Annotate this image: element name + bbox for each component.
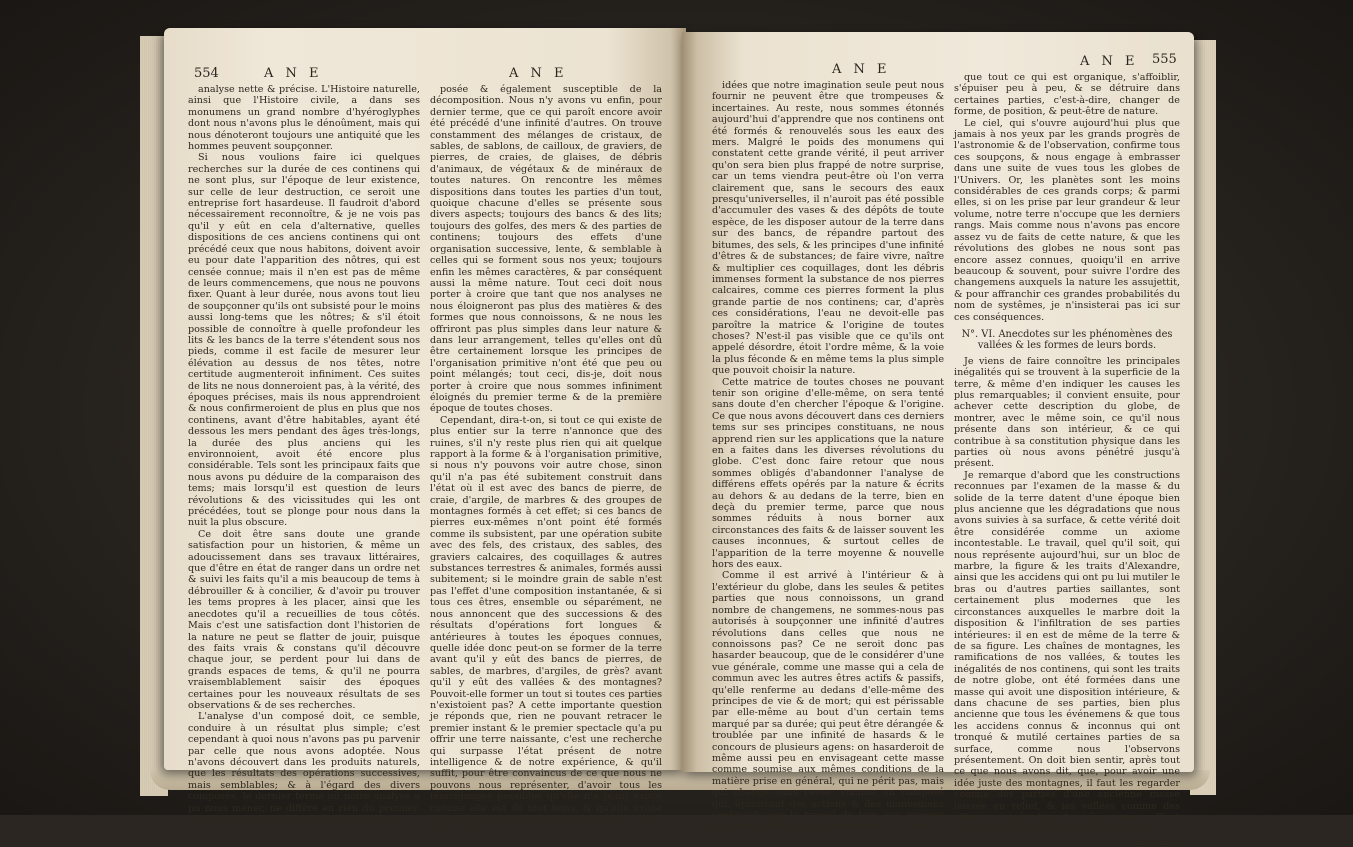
left-page-column-2 bbox=[430, 84, 662, 837]
left-col-2-paragraph: posée & également susceptible de la décomposition. Nous n'y avons vu enfin, pour dernier terme, que ce qui paroît encore avoir été précédé d'une infinité d'autres. On trouve constamment des mélanges de cristaux, de sables, de sablons, de cailloux, de graviers, de pierres, de craies, de glaises, de débris d'animaux, de végétaux & de minéraux de toutes natures. On rencontre les mêmes dispositions dans toutes les parties d'un tout, quoique chacune d'elles se présente sous divers aspects; toujours des bancs & des lits; toujours des golfes, des mers & des parties de continens; toujours des effets d'une organisation successive, lente, & semblable à celles qui se forment sous nos yeux; toujours enfin les mêmes caractères, & par conséquent aussi la même nature. Tout ceci doit nous porter à croire que tant que nos analyses ne nous éloigneront pas plus des matières & des formes que nous connoissons, & ne nous les offriront pas plus simples dans leur nature & dans leur arrangement, telles qu'elles ont dû être certainement lorsque les principes de l'organisation primitive n'ont été que peu ou point mélangés; tout ceci, dis-je, doit nous porter à croire que nous sommes infiniment éloignés du premier terme & de la première époque de toutes choses. bbox=[430, 84, 662, 415]
running-head-left-col1: A N E bbox=[264, 66, 323, 81]
right-page bbox=[682, 32, 1194, 847]
left-col-2-paragraph: Cependant, dira-t-on, si tout ce qui existe de plus entier sur la terre n'annonce que des ruines, s'il n'y reste plus rien qui ait quelque rapport à la forme & à l'organisation primitive, si nous n'y pouvons voir autre chose, sinon qu'il n'a pas été subitement construit dans l'état où il est avec des bancs de pierre, de craie, d'argile, de marbres & des groupes de montagnes formés à cet effet; si ces bancs de pierres eux-mêmes n'ont point été formés comme ils subsistent, par une opération subite avec des fels, des cristaux, des sables, des graviers calcaires, des coquillages & autres substances terrestres & animales, formés aussi subitement; si le moindre grain de sable n'est pas l'effet d'une composition instantanée, & si tous ces êtres, ensemble ou séparément, ne nous annoncent que des successions & des résultats d'opérations fort longues & antérieures à toutes les époques connues, quelle idée donc peut-on se former de la terre avant qu'il y eût des bancs de pierres, de sables, de marbres, d'argiles, de grès? avant qu'il y eût des vallées & des montagnes? Pouvoit-elle former un tout si toutes ces parties n'existoient pas? A cette importante question je réponds que, rien ne pouvant retracer le premier instant & le premier spectacle qu'a pu offrir une terre naissante, c'est une recherche qui surpasse l'état présent de notre intelligence & de notre expérience, & qu'il suffit, pour être convaincus de ce que nous ne pouvons nous représenter, d'avoir tous les témoignages possibles qu'elle n'a point existé comme elle est de tout tems, & qu'elle existe depuis tous ceux qui nous sont connus, & que toutes les bbox=[430, 414, 662, 837]
right-col-1-paragraph: Comme il est arrivé à l'intérieur & à l'extérieur du globe, dans les seules & petites parties que nous connoissons, un grand nombre de changemens, ne sommes-nous pas autorisés à soupçonner une infinité d'autres révolutions dans celles que nous ne connoissons pas? Ce ne seroit donc pas hasarder beaucoup, que de le considérer d'une vue générale, comme une masse qui a cela de commun avec les autres êtres actifs & passifs, qu'elle renferme au dedans d'elle-même des principes de vie & de mort; qui est périssable par elle-même au bout d'un certain tems marqué par sa durée; qui peut être dérangée & troublée par une infinité de hasards & le concours de plusieurs agens: on hasarderoit de même aussi peu en envisageant cette masse comme soumise aux mêmes conditions de la matière prise en général, qui ne périt pas, mais qui change sans cesse; comme un composé qui, éprouvant des actions & des mouvemens continuels par le travail de tous ses propres organes & de ses agens extérieurs, doit, ainsi bbox=[712, 570, 944, 833]
right-col-2-section-body bbox=[954, 356, 1180, 835]
right-col-2b-paragraph: Je viens de faire connoître les principales inégalités qui se trouvent à la superficie de la terre, & même d'en indiquer les causes les plus remarquables; il convient ensuite, pour achever cette description du globe, de montrer, avec le même soin, ce qu'il nous présente dans son intérieur, & ce qui contribue à sa constitution physique dans les parties où nous avons pénétré jusqu'à présent. bbox=[954, 355, 1180, 470]
running-head-right-col2: A N E bbox=[1080, 54, 1139, 69]
running-head-right-col1: A N E bbox=[832, 62, 891, 77]
left-col-1-paragraph: Si nous voulions faire ici quelques recherches sur la durée de ces continens qui ne sont plus, sur l'époque de leur existence, sur celle de leur destruction, ce seroit une entreprise fort hasardeuse. Il faudroit d'abord nécessairement reconnoître, & je ne vois pas qu'il y eût en cela d'alternative, quelles dispositions de ces anciens continens qui ont précédé ceux que nous habitons, doivent avoir eu pour date l'apparition des nôtres, qui est censée connue; mais il n'en est pas de même de leurs commencemens, que nous ne pouvons fixer. Quant à leur durée, nous avons tout lieu de soupçonner qu'ils ont subsisté pour le moins aussi long-tems que les nôtres; & s'il étoit possible de connoître à quelle profondeur les lits & les bancs de la terre s'étendent sous nos pieds, comme il est facile de mesurer leur élévation au dessus de nos têtes, notre certitude augmenteroit infiniment. Ces suites de lits ne nous donneroient pas, à la vérité, des époques précises, mais ils nous apprendroient & nous confirmeroient de plus en plus que nos continens, avant d'être habitables, ayant été dessous les mers pendant des âges très-longs, la durée des plus anciens qui les environnoient, avoit été encore plus considérable. Tels sont les principaux faits que nous avons pu déduire de la comparaison des tems; mais lorsqu'il est question de leurs révolutions & des vicissitudes qui les ont précédées, tout se plonge pour nous dans la nuit la plus obscure. bbox=[188, 152, 420, 529]
signature-mark: A a a a 2 bbox=[1137, 835, 1180, 847]
right-page-column-1 bbox=[712, 80, 944, 833]
right-col-1-paragraph: Cette matrice de toutes choses ne pouvant tenir son origine d'elle-même, on sera tenté sans doute d'en chercher l'époque & l'origine. Ce que nous avons découvert dans ces derniers tems sur ses principes constituans, ne nous apprend rien sur les applications que la nature en a faites dans les diverses révolutions du globe. C'est donc faire retour que nous sommes obligés d'abandonner l'analyse de différens effets opérés par la nature & écrits au dehors & au dedans de la terre, bien en deçà du premier terme, parce que nous sommes réduits à nous borner aux circonstances des faits & de laisser souvent les causes inconnues, & surtout celles de l'apparition de la terre moyenne & nouvelle hors des eaux. bbox=[712, 376, 944, 571]
running-head-left-col2: A N E bbox=[509, 66, 568, 81]
right-col-1-paragraph: idées que notre imagination seule peut nous fournir ne peuvent être que trompeuses & incertaines. Au reste, nous sommes étonnés aujourd'hui d'apprendre que nos continens ont été formés & renouvelés sous les eaux des mers. Malgré le poids des monumens qui constatent cette grande vérité, il peut arriver qu'on sera bien plus frappé de notre surprise, car un tems viendra peut-être où l'on verra clairement que, sans le secours des eaux presqu'universelles, il n'auroit pas été possible d'accumuler des vases & des dépôts de toute espèce, de les disposer autour de la terre dans sur des bancs, de répandre partout des bitumes, des sels, & les principes d'une infinité d'êtres & de substances; de faire vivre, naître & multiplier ces coquillages, dont les débris immenses forment la substance de nos pierres calcaires, comme ces pierres forment la plus grande partie de nos continens; car, d'après ces considérations, l'eau ne devoit-elle pas paroître la matrice & l'origine de toutes choses? N'est-il pas visible que ce qu'ils ont appelé désordre, étoit l'ordre même, & la voie la plus féconde & en même tems la plus simple que pouvoit choisir la nature. bbox=[712, 80, 944, 377]
page-number-right: 555 bbox=[1152, 52, 1177, 67]
page-number-left: 554 bbox=[194, 66, 219, 81]
right-col-2-paragraph: que tout ce qui est organique, s'affoiblir, s'épuiser peu à peu, & se détruire dans certaines parties, c'est-à-dire, changer de forme, de position, & peut-être de nature. bbox=[954, 72, 1180, 118]
section-title: N°. VI. Anecdotes sur les phénomènes des vallées & les formes de leurs bords. bbox=[961, 328, 1173, 352]
right-col-2b-paragraph: Je remarque d'abord que les constructions reconnues par l'examen de la masse & du solide de la terre datent d'une époque bien plus ancienne que les dégradations que nous avons suivies à sa surface, & cette vérité doit être considérée comme un axiome incontestable. Le travail, quel qu'il soit, qui nous représente aujourd'hui, sur un bloc de marbre, la figure & les traits d'Alexandre, ainsi que les accidens qui ont pu lui mutiler le bras ou d'autres parties saillantes, sont certainement plus modernes que les circonstances auxquelles le marbre doit la disposition & l'infiltration de ses parties intérieures: il en est de même de la terre & de sa figure. Les chaînes de montagnes, les ramifications de nos vallées, & toutes les inégalités de nos continens, qui sont les traits de notre globe, ont été formées dans une masse qui avoit une disposition intérieure, & dans chacune de ses parties, bien plus ancienne que tous les événemens & que tous les accidens connus & inconnus qui ont tronqué & mutilé certaines parties de sa surface, comme nous l'observons présentement. On doit bien sentir, après tout ce que nous avons dit, que, pour avoir une idée juste des montagnes, il faut les regarder comme des parties d'une ancienne masse laissée en relief, & les vallées comme des sillons creusés dans la même masse. C'est ainsi que le sculpteur, pour faire enlever bbox=[954, 469, 1180, 835]
right-col-2-paragraph: Le ciel, qui s'ouvre aujourd'hui plus que jamais à nos yeux par les grands progrès de l'astronomie & de l'observation, confirme tous ces soupçons, & nous engage à embrasser dans une suite de vues tous les globes de l'Univers. Or, les planètes sont les moins considérables de ces grands corps; & parmi elles, si on les prise par leur grandeur & leur volume, notre terre n'occupe que les derniers rangs. Mais comme nous n'avons pas encore assez vu de faits de cette nature, & que les révolutions des globes ne nous sont pas encore assez connues, quoiqu'il en arrive beaucoup & souvent, pour suivre l'ordre des changemens auxquels la nature les assujettit, & pour affranchir ces grandes probabilités du nom de systêmes, je n'insisterai pas ici sur ces conséquences. bbox=[954, 117, 1180, 323]
right-page-column-2 bbox=[954, 72, 1180, 847]
left-page bbox=[164, 28, 686, 837]
left-col-1-paragraph: analyse nette & précise. L'Histoire naturelle, ainsi que l'Histoire civile, a dans ses monumens un grand nombre d'hyéroglyphes dont nous n'avons plus le dénoûment, mais qui nous dénoteront toujours une antiquité que les hommes peuvent soupçonner. bbox=[188, 84, 420, 153]
right-col-2-opening bbox=[954, 72, 1180, 323]
left-col-1-paragraph: L'analyse d'un composé doit, ce semble, conduire à un résultat plus simple; c'est cependant à quoi nous n'avons pas pu parvenir par celle que nous avons adoptée. Nous n'avons découvert dans les produits naturels, que les résultats des opérations successives, mais semblables; & à l'égard des divers composés, le dernier terme où notre analyse a pu nous mener, ne diffère en rien du premier. C'est toujours une matière également com- bbox=[188, 711, 420, 825]
left-page-column-1 bbox=[188, 84, 420, 825]
left-col-1-paragraph: Ce doit être sans doute une grande satisfaction pour un historien, & même un adoucissement dans ses travaux littéraires, que d'être en état de ranger dans un ordre net & suivi les faits qu'il a mis beaucoup de tems à débrouiller & à concilier, & d'avoir pu trouver les tems propres à les placer, ainsi que les anecdotes qu'il a recueillies de tous côtés. Mais c'est une satisfaction dont l'historien de la nature ne peut se flatter de jouir, puisque des faits vrais & constans qu'il découvre chaque jour, se perdent pour lui dans de grands espaces de tems, & qu'il ne pourra vraisemblablement saisir des époques certaines pour les nouveaux résultats de ses observations & de ses recherches. bbox=[188, 528, 420, 711]
